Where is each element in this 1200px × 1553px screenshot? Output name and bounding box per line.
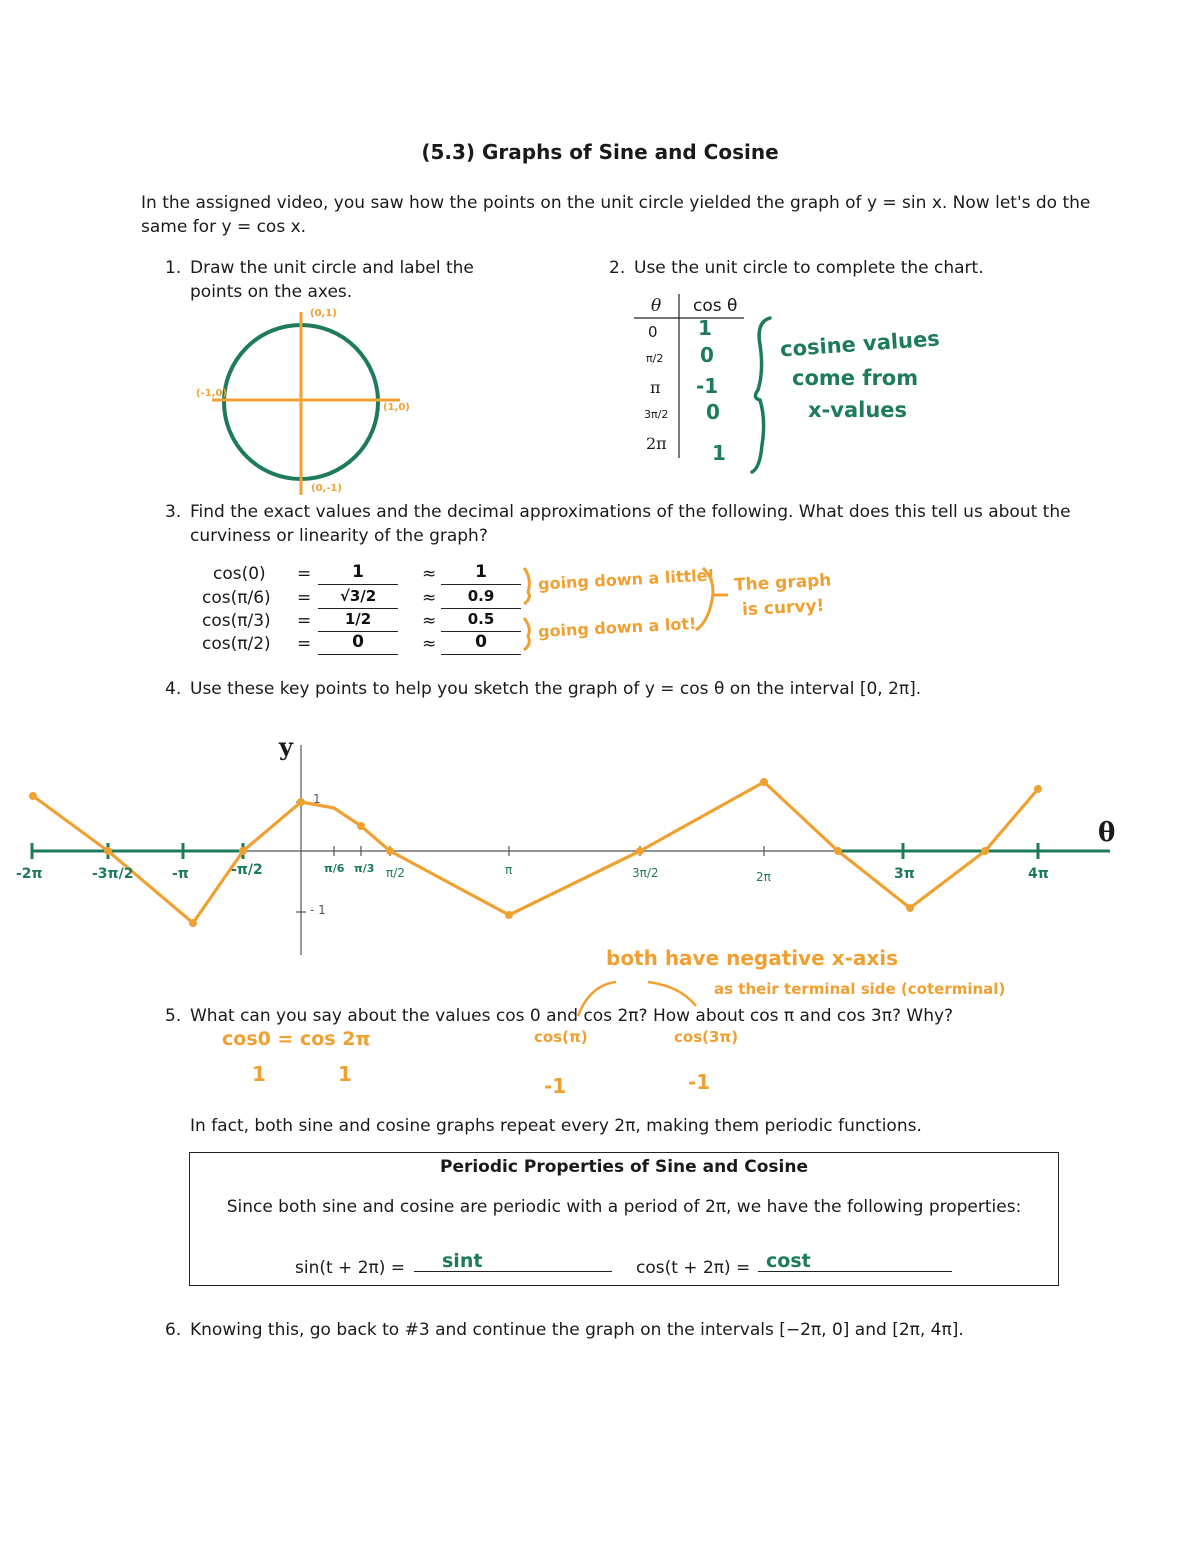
theta-0: 0: [648, 323, 658, 341]
label-left-point: (-1,0): [196, 388, 228, 399]
eq-0: =: [297, 564, 312, 584]
intro-line-1: In the assigned video, you saw how the points on the unit circle yielded the graph of y = sin x. Now let's do the: [141, 193, 1091, 213]
q3-number: 3.: [165, 502, 182, 522]
q5-number: 5.: [165, 1006, 182, 1026]
box-heading: Periodic Properties of Sine and Cosine: [439, 1157, 808, 1177]
approx-sym-0: ≈: [422, 564, 437, 584]
table-header-cos: cos θ: [693, 296, 738, 316]
cos-value-0: 1: [698, 316, 712, 340]
label-top-point: (0,1): [310, 308, 337, 319]
tick-label-neg-2pi: -2π: [16, 866, 43, 882]
tick-label-pi-3: π/3: [354, 862, 375, 875]
cos-3pi-note: cos(3π): [674, 1028, 739, 1046]
intro-line-2: same for y = cos x.: [141, 217, 307, 237]
approx-0: 1: [441, 560, 521, 585]
expr-cos-pi-6: cos(π/6): [202, 588, 271, 608]
note-line-1: cosine values: [779, 326, 941, 362]
label-right-point: (1,0): [383, 402, 410, 413]
q2-number: 2.: [609, 258, 626, 278]
table-header-theta: θ: [651, 296, 662, 316]
y-tick-1: 1: [313, 792, 321, 806]
box-body: Since both sine and cosine are periodic with a period of 2π, we have the following properties:: [226, 1197, 1022, 1217]
sin-property-lhs: sin(t + 2π) =: [295, 1258, 406, 1278]
tick-label-3pi-2: 3π/2: [632, 866, 659, 880]
tick-label-neg-pi: -π: [172, 866, 189, 882]
q1-line-1: Draw the unit circle and label the: [190, 258, 474, 278]
cos-value-4: 1: [712, 441, 726, 465]
tick-label-neg-pi-2: -π/2: [231, 862, 263, 878]
exact-3: 0: [318, 630, 398, 655]
note-graph-curvy-1: The graph: [733, 570, 832, 596]
note-line-2: come from: [792, 366, 919, 390]
label-bottom-point: (0,-1): [311, 483, 343, 494]
tick-label-3pi: 3π: [894, 866, 915, 882]
cos0-equals-cos2pi: cos0 = cos 2π: [222, 1028, 371, 1050]
cos-value-2: -1: [696, 374, 719, 398]
q1-line-2: points on the axes.: [190, 282, 353, 302]
tick-label-neg-3pi-2: -3π/2: [92, 866, 134, 882]
expr-cos-pi-3: cos(π/3): [202, 611, 271, 631]
q3-line-1: Find the exact values and the decimal approximations of the following. What does this tell us about the: [190, 502, 1071, 522]
note-going-down-lot: going down a lot!: [537, 613, 697, 642]
approx-sym-3: ≈: [422, 634, 437, 654]
value-cos0: 1: [252, 1062, 266, 1086]
theta-pi-2: π/2: [646, 352, 664, 365]
q5-text: What can you say about the values cos 0 and cos 2π? How about cos π and cos 3π? Why?: [190, 1006, 954, 1026]
expr-cos-pi-2: cos(π/2): [202, 634, 271, 654]
q3-line-2: curviness or linearity of the graph?: [190, 526, 488, 546]
tick-label-4pi: 4π: [1028, 866, 1049, 882]
periodic-fact: In fact, both sine and cosine graphs repeat every 2π, making them periodic functions.: [190, 1116, 922, 1136]
q6-text: Knowing this, go back to #3 and continue the graph on the intervals [−2π, 0] and [2π, 4π].: [190, 1320, 964, 1340]
eq-3: =: [297, 634, 312, 654]
cos-property-lhs: cos(t + 2π) =: [636, 1258, 751, 1278]
q2-text: Use the unit circle to complete the chart.: [634, 258, 984, 278]
q4-number: 4.: [165, 679, 182, 699]
approx-sym-1: ≈: [422, 588, 437, 608]
cos-property-answer: cost: [758, 1250, 952, 1272]
cos-pi-note: cos(π): [534, 1028, 588, 1046]
exact-1: √3/2: [318, 584, 398, 609]
cos-value-1: 0: [700, 343, 714, 367]
tick-label-pi-6: π/6: [324, 862, 345, 875]
tick-label-pi: π: [505, 863, 513, 877]
page-title: (5.3) Graphs of Sine and Cosine: [421, 140, 779, 164]
eq-1: =: [297, 588, 312, 608]
sin-property-answer: sint: [414, 1250, 612, 1272]
approx-1: 0.9: [441, 584, 521, 609]
note-line-3: x-values: [808, 398, 908, 422]
approx-sym-2: ≈: [422, 611, 437, 631]
note-terminal-side: as their terminal side (coterminal): [714, 980, 1006, 998]
tick-label-pi-2: π/2: [386, 866, 405, 880]
expr-cos-0: cos(0): [213, 564, 266, 584]
note-negative-x-axis: both have negative x-axis: [606, 946, 899, 970]
note-going-down-little: going down a little!: [537, 565, 716, 594]
approx-3: 0: [441, 630, 521, 655]
q6-number: 6.: [165, 1320, 182, 1340]
value-cos-3pi: -1: [688, 1070, 711, 1094]
graph-y-label: y: [279, 732, 293, 761]
cos-value-3: 0: [706, 400, 720, 424]
y-tick-neg1: - 1: [310, 903, 326, 917]
exact-0: 1: [318, 560, 398, 585]
tick-label-2pi: 2π: [756, 870, 771, 884]
theta-pi: π: [650, 378, 661, 397]
eq-2: =: [297, 611, 312, 631]
theta-2pi: 2π: [646, 434, 667, 453]
approx-2: 0.5: [441, 607, 521, 632]
graph-x-label: θ: [1098, 818, 1116, 848]
value-cos2pi: 1: [338, 1062, 352, 1086]
value-cos-pi: -1: [544, 1074, 567, 1098]
theta-3pi-2: 3π/2: [644, 408, 669, 421]
exact-2: 1/2: [318, 607, 398, 632]
q4-text: Use these key points to help you sketch the graph of y = cos θ on the interval [0, 2π].: [190, 679, 922, 699]
q1-number: 1.: [165, 258, 182, 278]
note-graph-curvy-2: is curvy!: [741, 595, 825, 621]
